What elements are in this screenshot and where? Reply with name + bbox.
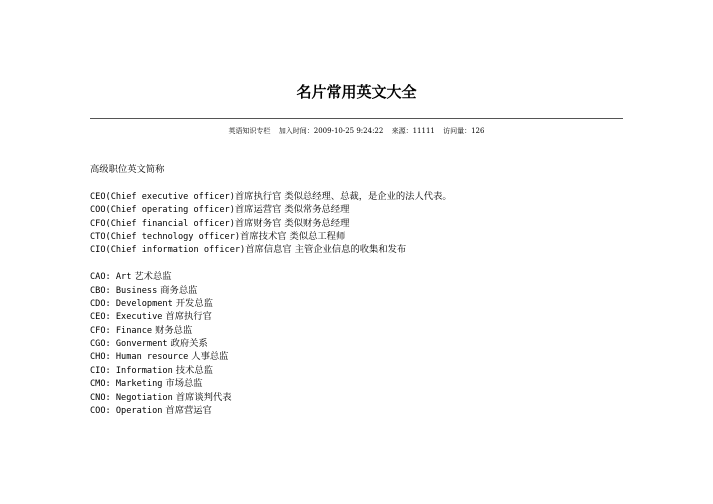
article-body <box>90 163 623 417</box>
list-item <box>90 190 623 203</box>
abbreviations-list <box>90 270 623 417</box>
abbr-desc: 首席谈判代表 <box>172 391 232 403</box>
page-title: 名片常用英文大全 <box>296 83 417 101</box>
meta-column[interactable]: 英语知识专栏 <box>228 127 271 135</box>
section-heading: 高级职位英文简称 <box>90 164 165 175</box>
list-item <box>90 243 623 256</box>
list-item <box>90 364 623 377</box>
list-item <box>90 270 623 283</box>
title-code: COO(Chief operating officer) <box>90 205 235 216</box>
list-item <box>90 297 623 310</box>
title-desc: 首席运营官 类似常务总经理 <box>234 204 350 216</box>
meta-added-time: 加入时间：2009-10-25 9:24:22 <box>278 127 384 135</box>
article-meta <box>0 126 713 136</box>
list-item <box>90 230 623 243</box>
list-item <box>90 203 623 216</box>
abbr-code: CDO: Development <box>90 298 173 309</box>
list-item <box>90 404 623 417</box>
abbr-code: CMO: Marketing <box>90 379 163 390</box>
title-desc: 首席技术官 类似总工程师 <box>240 230 346 242</box>
abbr-code: CAO: Art <box>90 272 132 283</box>
list-item <box>90 284 623 297</box>
spacer <box>90 176 623 189</box>
title-code: CIO(Chief information officer) <box>90 245 246 256</box>
executive-titles-list <box>90 190 623 257</box>
abbr-code: CHO: Human resource <box>90 352 189 363</box>
abbr-desc: 市场总监 <box>162 378 203 390</box>
abbr-desc: 开发总监 <box>172 297 213 309</box>
spacer <box>90 257 623 270</box>
abbr-desc: 政府关系 <box>167 338 208 350</box>
abbr-code: CEO: Executive <box>90 312 163 323</box>
abbr-desc: 首席执行官 <box>162 311 212 323</box>
title-code: CTO(Chief technology officer) <box>90 231 241 242</box>
abbr-code: COO: Operation <box>90 406 163 417</box>
list-item <box>90 377 623 390</box>
title-desc: 首席信息官 主管企业信息的收集和发布 <box>245 244 407 256</box>
abbr-desc: 商务总监 <box>157 284 198 296</box>
abbr-desc: 人事总监 <box>188 351 229 363</box>
abbr-desc: 技术总监 <box>172 364 213 376</box>
list-item <box>90 350 623 363</box>
abbr-desc: 艺术总监 <box>131 271 172 283</box>
abbr-desc: 财务总监 <box>152 324 193 336</box>
abbr-code: CIO: Information <box>90 365 173 376</box>
list-item <box>90 337 623 350</box>
abbr-code: CBO: Business <box>90 285 158 296</box>
list-item <box>90 324 623 337</box>
title-desc: 首席执行官 类似总经理、总裁，是企业的法人代表。 <box>234 190 452 202</box>
list-item <box>90 217 623 230</box>
title-code: CEO(Chief executive officer) <box>90 191 235 202</box>
title-desc: 首席财务官 类似财务总经理 <box>234 217 350 229</box>
abbr-code: CFO: Finance <box>90 325 153 336</box>
meta-visits: 访问量：126 <box>443 127 485 135</box>
abbr-desc: 首席营运官 <box>162 405 212 417</box>
meta-source: 来源：11111 <box>391 127 435 135</box>
title-code: CFO(Chief financial officer) <box>90 218 235 229</box>
list-item <box>90 310 623 323</box>
abbr-code: CGO: Gonverment <box>90 339 168 350</box>
list-item <box>90 391 623 404</box>
title-divider <box>90 118 623 119</box>
abbr-code: CNO: Negotiation <box>90 392 173 403</box>
